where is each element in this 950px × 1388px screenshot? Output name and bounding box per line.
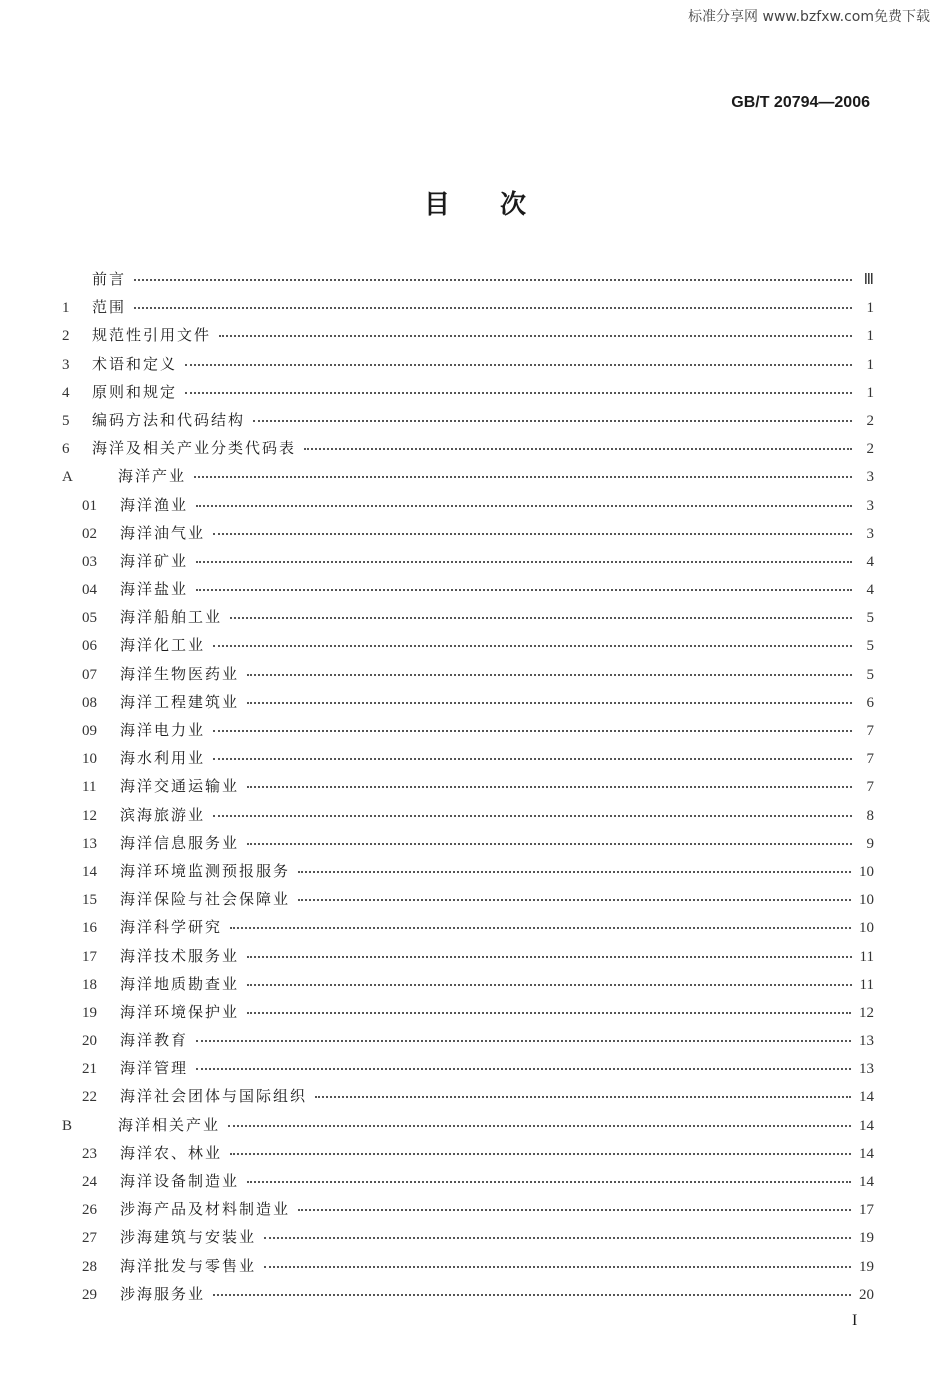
- toc-entry[interactable]: [62, 888, 874, 916]
- table-of-contents: [62, 268, 874, 1311]
- toc-entry[interactable]: [62, 1170, 874, 1198]
- toc-entry-number: 07: [82, 666, 97, 683]
- toc-entry-page: 2: [866, 441, 874, 458]
- toc-leader-dots: [247, 674, 852, 676]
- toc-entry[interactable]: [62, 1283, 874, 1311]
- toc-entry-number: 02: [82, 525, 97, 542]
- toc-entry-label: 前言: [92, 270, 127, 288]
- toc-leader-dots: [247, 702, 852, 704]
- toc-entry-label: 海洋产业: [118, 467, 187, 486]
- toc-entry-page: 9: [866, 835, 874, 852]
- toc-entry-page: 13: [859, 1033, 874, 1050]
- toc-leader-dots: [196, 505, 852, 507]
- toc-leader-dots: [247, 1181, 851, 1183]
- toc-entry[interactable]: [62, 1001, 874, 1029]
- toc-entry-label: 海洋批发与零售业: [120, 1256, 257, 1275]
- toc-entry-page: 19: [859, 1258, 874, 1275]
- toc-entry[interactable]: [62, 1255, 874, 1283]
- toc-entry-label: 海洋相关产业: [118, 1115, 221, 1134]
- toc-entry-page: 8: [866, 807, 874, 824]
- toc-entry-number: 05: [82, 610, 97, 627]
- toc-entry-page: 11: [859, 976, 874, 993]
- toc-entry-page: 19: [859, 1230, 874, 1247]
- toc-entry[interactable]: [62, 775, 874, 803]
- toc-entry-label: 海洋电力业: [120, 721, 206, 739]
- toc-entry[interactable]: [62, 437, 874, 465]
- toc-entry-label: 海洋科学研究: [120, 918, 223, 937]
- toc-entry-label: 涉海产品及材料制造业: [120, 1200, 291, 1219]
- toc-entry-number: 19: [82, 1004, 97, 1021]
- toc-entry[interactable]: [62, 578, 874, 606]
- toc-entry-number: 4: [62, 384, 70, 401]
- toc-entry-number: 22: [82, 1089, 97, 1106]
- toc-entry-label: 海洋及相关产业分类代码表: [92, 439, 297, 458]
- toc-entry-label: 海洋盐业: [120, 580, 189, 599]
- toc-entry-label: 海洋生物医药业: [120, 664, 240, 683]
- toc-entry-label: 滨海旅游业: [120, 805, 206, 824]
- toc-entry[interactable]: [62, 916, 874, 944]
- toc-entry-number: 23: [82, 1145, 97, 1162]
- toc-entry-page: 6: [866, 694, 874, 711]
- toc-leader-dots: [213, 1294, 851, 1296]
- toc-entry-number: B: [62, 1117, 73, 1134]
- toc-leader-dots: [247, 956, 852, 958]
- toc-entry-page: 10: [859, 920, 874, 937]
- toc-entry-number: 04: [82, 582, 97, 599]
- toc-entry-number: 5: [62, 412, 70, 429]
- toc-entry-page: 14: [859, 1174, 874, 1190]
- toc-entry-page: 11: [859, 948, 874, 965]
- toc-entry[interactable]: [62, 494, 874, 522]
- toc-leader-dots: [213, 815, 852, 817]
- toc-entry-number: 21: [82, 1061, 97, 1078]
- toc-leader-dots: [213, 533, 852, 535]
- toc-entry[interactable]: [62, 1198, 874, 1226]
- toc-entry-number: 06: [82, 638, 97, 655]
- toc-entry-page: 4: [866, 582, 874, 599]
- toc-entry-number: 20: [82, 1033, 97, 1050]
- toc-entry[interactable]: [62, 296, 874, 324]
- toc-entry-page: 7: [866, 751, 874, 768]
- toc-entry-number: 14: [82, 863, 97, 880]
- toc-entry-page: 14: [859, 1145, 874, 1162]
- toc-leader-dots: [228, 1125, 851, 1127]
- toc-entry-label: 海洋地质勘查业: [120, 974, 240, 993]
- toc-entry[interactable]: [62, 860, 874, 888]
- toc-entry[interactable]: [62, 324, 874, 352]
- toc-entry-number: 01: [82, 497, 97, 514]
- toc-entry-label: 海洋管理: [120, 1059, 189, 1078]
- toc-entry-page: 3: [866, 525, 874, 542]
- toc-entry-number: 6: [62, 441, 70, 458]
- toc-entry-label: 范围: [92, 298, 127, 317]
- toc-entry-page: 4: [866, 553, 874, 570]
- toc-entry-page: 1: [866, 300, 874, 317]
- toc-leader-dots: [134, 279, 852, 281]
- toc-entry-number: 29: [82, 1286, 97, 1303]
- toc-entry-page: 10: [859, 892, 874, 909]
- toc-leader-dots: [196, 1068, 851, 1070]
- toc-entry-page: 17: [859, 1202, 874, 1219]
- toc-entry-label: 海洋农、林业: [120, 1143, 223, 1162]
- toc-entry-label: 海洋信息服务业: [120, 833, 240, 852]
- toc-leader-dots: [304, 448, 852, 450]
- toc-entry-label: 海洋技术服务业: [120, 946, 240, 965]
- toc-entry[interactable]: [62, 1226, 874, 1254]
- toc-entry-label: 海洋环境监测预报服务: [120, 861, 291, 880]
- toc-entry-number: A: [62, 469, 73, 486]
- toc-leader-dots: [185, 392, 852, 394]
- toc-entry-number: 24: [82, 1174, 97, 1190]
- toc-entry[interactable]: [62, 747, 874, 775]
- toc-entry-label: 海洋油气业: [120, 523, 206, 542]
- toc-leader-dots: [298, 899, 851, 901]
- toc-leader-dots: [196, 1040, 851, 1042]
- toc-leader-dots: [134, 307, 852, 309]
- toc-entry-label: 海洋矿业: [120, 551, 189, 570]
- toc-entry[interactable]: [62, 973, 874, 1001]
- toc-leader-dots: [264, 1266, 851, 1268]
- toc-leader-dots: [264, 1237, 851, 1239]
- toc-entry-number: 12: [82, 807, 97, 824]
- toc-entry-number: 26: [82, 1202, 97, 1219]
- toc-entry-page: 5: [866, 638, 874, 655]
- toc-leader-dots: [219, 335, 852, 337]
- toc-entry-number: 13: [82, 835, 97, 852]
- toc-leader-dots: [213, 645, 852, 647]
- toc-leader-dots: [247, 786, 852, 788]
- standard-code: GB/T 20794—2006: [731, 94, 870, 111]
- toc-entry[interactable]: [62, 465, 874, 493]
- toc-entry-number: 2: [62, 328, 70, 345]
- toc-entry[interactable]: [62, 663, 874, 691]
- toc-entry-label: 海洋船舶工业: [120, 608, 223, 627]
- toc-entry-page: 7: [866, 723, 874, 739]
- toc-entry-label: 海洋保险与社会保障业: [120, 890, 291, 909]
- toc-entry-label: 海洋教育: [120, 1031, 189, 1050]
- toc-entry-label: 海洋交通运输业: [120, 777, 240, 796]
- toc-entry[interactable]: [62, 804, 874, 832]
- toc-leader-dots: [230, 927, 851, 929]
- toc-leader-dots: [196, 589, 852, 591]
- toc-entry-page: Ⅲ: [863, 272, 874, 288]
- toc-entry-page: 1: [866, 384, 874, 401]
- page-number: I: [852, 1312, 858, 1329]
- toc-entry-page: 1: [866, 328, 874, 345]
- toc-entry-label: 海洋社会团体与国际组织: [120, 1087, 308, 1106]
- toc-leader-dots: [213, 730, 852, 732]
- toc-entry[interactable]: [62, 832, 874, 860]
- toc-leader-dots: [315, 1096, 851, 1098]
- toc-leader-dots: [298, 871, 851, 873]
- toc-entry-label: 原则和规定: [92, 382, 178, 401]
- toc-entry-page: 5: [866, 610, 874, 627]
- toc-entry[interactable]: [62, 353, 874, 381]
- toc-entry-label: 海洋化工业: [120, 636, 206, 655]
- toc-entry-number: 10: [82, 751, 97, 768]
- watermark-text: 标准分享网 www.bzfxw.com免费下载: [688, 9, 930, 25]
- toc-entry-label: 规范性引用文件: [92, 326, 212, 345]
- toc-leader-dots: [247, 1012, 851, 1014]
- toc-entry-page: 12: [859, 1004, 874, 1021]
- toc-entry[interactable]: [62, 945, 874, 973]
- toc-entry-page: 14: [859, 1117, 874, 1134]
- toc-entry[interactable]: [62, 409, 874, 437]
- toc-entry-number: 16: [82, 920, 97, 937]
- toc-leader-dots: [247, 984, 852, 986]
- toc-entry-page: 1: [866, 356, 874, 373]
- toc-entry-page: 3: [866, 497, 874, 514]
- toc-entry-label: 涉海建筑与安装业: [120, 1228, 257, 1247]
- toc-entry[interactable]: [62, 268, 874, 296]
- toc-entry-number: 1: [62, 300, 70, 317]
- toc-entry[interactable]: [62, 719, 874, 747]
- toc-entry-page: 5: [866, 666, 874, 683]
- toc-entry-label: 海洋渔业: [120, 495, 189, 514]
- toc-entry[interactable]: [62, 1057, 874, 1085]
- toc-leader-dots: [230, 1153, 851, 1155]
- toc-entry[interactable]: [62, 1142, 874, 1170]
- toc-entry-number: 09: [82, 723, 97, 739]
- toc-entry-number: 18: [82, 976, 97, 993]
- toc-entry-page: 14: [859, 1089, 874, 1106]
- toc-leader-dots: [253, 420, 852, 422]
- toc-entry-number: 3: [62, 356, 70, 373]
- toc-entry[interactable]: [62, 606, 874, 634]
- toc-entry-label: 编码方法和代码结构: [92, 410, 246, 429]
- toc-entry[interactable]: [62, 522, 874, 550]
- toc-leader-dots: [213, 758, 852, 760]
- toc-entry-label: 海洋工程建筑业: [120, 692, 240, 711]
- toc-entry-label: 海水利用业: [120, 749, 206, 768]
- toc-leader-dots: [298, 1209, 851, 1211]
- toc-entry-number: 28: [82, 1258, 97, 1275]
- page-title: 目次: [423, 190, 576, 220]
- toc-entry-label: 涉海服务业: [120, 1284, 206, 1303]
- toc-entry-label: 海洋设备制造业: [120, 1172, 240, 1190]
- toc-leader-dots: [196, 561, 852, 563]
- toc-entry-page: 2: [866, 412, 874, 429]
- toc-entry-number: 11: [82, 779, 97, 796]
- toc-entry-label: 术语和定义: [92, 354, 178, 373]
- toc-entry-number: 03: [82, 553, 97, 570]
- toc-entry[interactable]: [62, 1114, 874, 1142]
- toc-leader-dots: [185, 364, 852, 366]
- toc-entry-page: 10: [859, 863, 874, 880]
- toc-entry-number: 27: [82, 1230, 97, 1247]
- toc-entry[interactable]: [62, 1029, 874, 1057]
- toc-entry-page: 7: [866, 779, 874, 796]
- toc-entry[interactable]: [62, 634, 874, 662]
- toc-entry-page: 13: [859, 1061, 874, 1078]
- toc-entry-page: 3: [866, 469, 874, 486]
- toc-entry[interactable]: [62, 381, 874, 409]
- toc-entry-number: 17: [82, 948, 97, 965]
- toc-entry[interactable]: [62, 1085, 874, 1113]
- toc-entry[interactable]: [62, 691, 874, 719]
- toc-entry-number: 15: [82, 892, 97, 909]
- toc-entry[interactable]: [62, 550, 874, 578]
- toc-leader-dots: [230, 617, 852, 619]
- toc-leader-dots: [194, 476, 852, 478]
- toc-entry-page: 20: [859, 1286, 874, 1303]
- toc-leader-dots: [247, 843, 852, 845]
- toc-entry-number: 08: [82, 694, 97, 711]
- toc-entry-label: 海洋环境保护业: [120, 1002, 240, 1021]
